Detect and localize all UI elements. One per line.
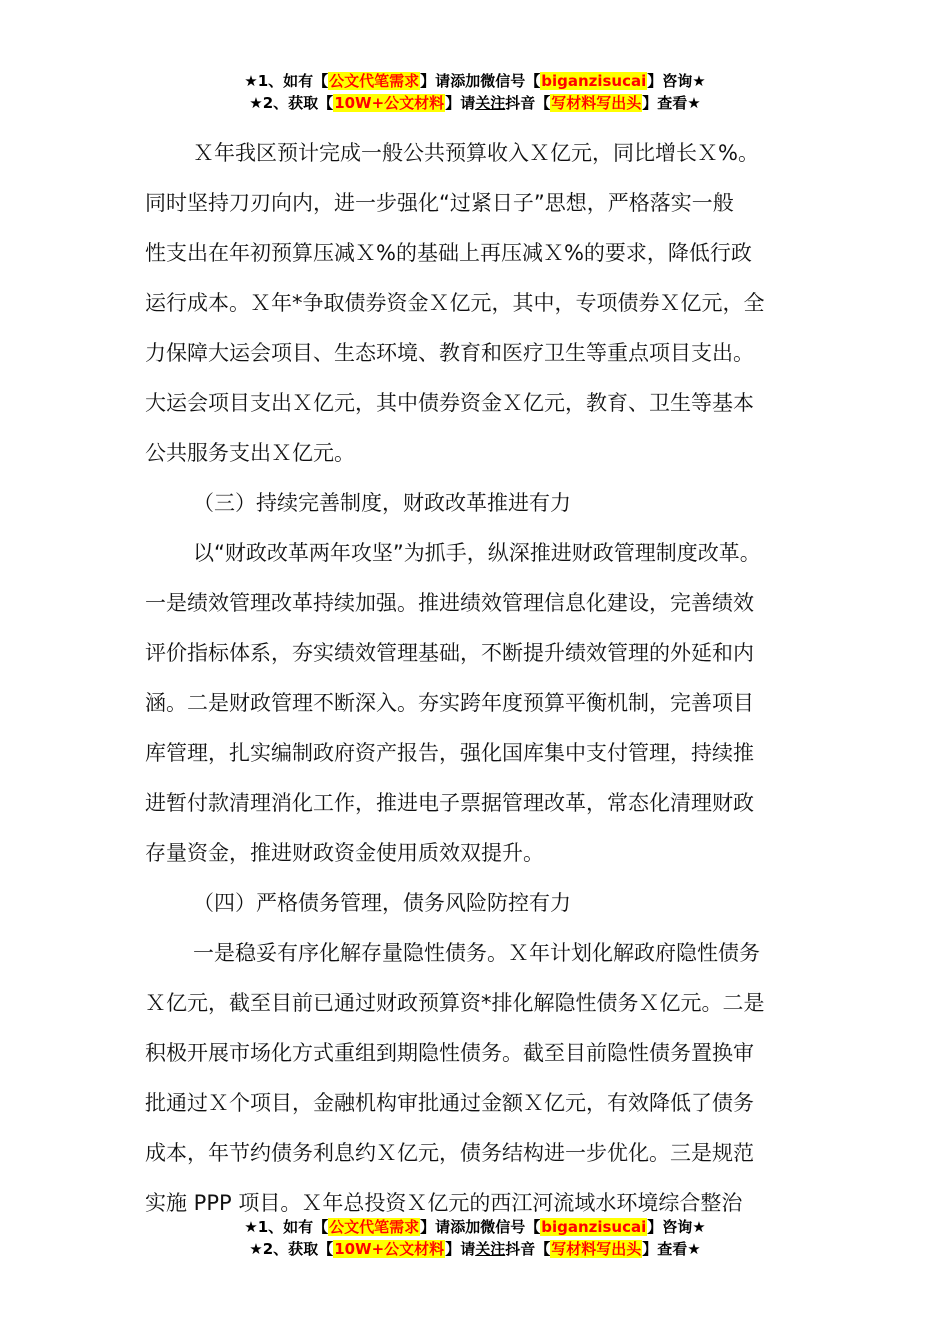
banner-text: ★1、如有【 [244, 72, 329, 90]
banner-emphasis: 关注 [475, 94, 506, 112]
banner-text: 】请 [420, 1218, 451, 1236]
banner-text: 】查看★ [642, 94, 701, 112]
banner-text: 】请 [445, 94, 476, 112]
top-banner [0, 70, 950, 114]
bottom-banner [0, 1216, 950, 1260]
banner-text: 】咨询★ [647, 1218, 706, 1236]
banner-highlight: 10W+公文材料 [334, 1240, 445, 1258]
body-line: 批通过Ｘ个项目，金融机构审批通过金额Ｘ亿元，有效降低了债务 [145, 1091, 754, 1115]
banner-text: 抖音【 [505, 94, 551, 112]
banner-text: 】查看★ [642, 1240, 701, 1258]
document-body [145, 128, 825, 1228]
body-line: 评价指标体系，夯实绩效管理基础，不断提升绩效管理的外延和内 [145, 641, 754, 665]
banner-text: ★1、如有【 [244, 1218, 329, 1236]
body-line: 存量资金，推进财政资金使用质效双提升。 [145, 841, 544, 865]
banner-emphasis: 添加 [450, 72, 481, 90]
body-line: 积极开展市场化方式重组到期隐性债务。截至目前隐性债务置换审 [145, 1041, 754, 1065]
banner-text: 微信号【 [480, 1218, 541, 1236]
body-line: 实施 PPP 项目。Ｘ年总投资Ｘ亿元的西江河流域水环境综合整治 [145, 1191, 743, 1215]
banner-text: ★2、获取【 [249, 1240, 334, 1258]
body-line: 进暂付款清理消化工作，推进电子票据管理改革，常态化清理财政 [145, 791, 754, 815]
body-line: 同时坚持刀刃向内，进一步强化“过紧日子”思想，严格落实一般 [145, 191, 734, 215]
banner-line-2 [0, 1238, 950, 1260]
banner-highlight: 10W+公文材料 [334, 94, 445, 112]
banner-text: 微信号【 [480, 72, 541, 90]
banner-emphasis: 添加 [450, 1218, 481, 1236]
banner-line-1 [0, 70, 950, 92]
banner-text: 】请 [445, 1240, 476, 1258]
body-line: 以“财政改革两年攻坚”为抓手，纵深推进财政管理制度改革。 [193, 541, 761, 565]
body-line: Ｘ亿元，截至目前已通过财政预算资*排化解隐性债务Ｘ亿元。二是 [145, 991, 765, 1015]
banner-text: 】咨询★ [647, 72, 706, 90]
banner-text: ★2、获取【 [249, 94, 334, 112]
body-line: 库管理，扎实编制政府资产报告，强化国库集中支付管理，持续推 [145, 741, 754, 765]
body-line: 性支出在年初预算压减Ｘ%的基础上再压减Ｘ%的要求，降低行政 [145, 241, 752, 265]
banner-emphasis: 关注 [475, 1240, 506, 1258]
banner-highlight: 写材料写出头 [551, 1240, 642, 1258]
body-line: 大运会项目支出Ｘ亿元，其中债券资金Ｘ亿元，教育、卫生等基本 [145, 391, 754, 415]
body-line: 公共服务支出Ｘ亿元。 [145, 441, 355, 465]
banner-highlight: 公文代笔需求 [329, 1218, 420, 1236]
banner-line-1 [0, 1216, 950, 1238]
banner-highlight: biganzisucai [541, 1218, 647, 1236]
body-line: 力保障大运会项目、生态环境、教育和医疗卫生等重点项目支出。 [145, 341, 754, 365]
body-line: 运行成本。Ｘ年*争取债券资金Ｘ亿元，其中，专项债券Ｘ亿元，全 [145, 291, 765, 315]
body-line: 成本，年节约债务利息约Ｘ亿元，债务结构进一步优化。三是规范 [145, 1141, 754, 1165]
body-line: Ｘ年我区预计完成一般公共预算收入Ｘ亿元，同比增长Ｘ%。 [193, 141, 759, 165]
body-line: 涵。二是财政管理不断深入。夯实跨年度预算平衡机制，完善项目 [145, 691, 754, 715]
body-line: 一是绩效管理改革持续加强。推进绩效管理信息化建设，完善绩效 [145, 591, 754, 615]
section-heading: （四）严格债务管理，债务风险防控有力 [193, 891, 571, 915]
banner-highlight: 公文代笔需求 [329, 72, 420, 90]
banner-text: 抖音【 [505, 1240, 551, 1258]
body-line: 一是稳妥有序化解存量隐性债务。Ｘ年计划化解政府隐性债务 [193, 941, 760, 965]
banner-highlight: 写材料写出头 [551, 94, 642, 112]
banner-text: 】请 [420, 72, 451, 90]
banner-highlight: biganzisucai [541, 72, 647, 90]
banner-line-2 [0, 92, 950, 114]
section-heading: （三）持续完善制度，财政改革推进有力 [193, 491, 571, 515]
